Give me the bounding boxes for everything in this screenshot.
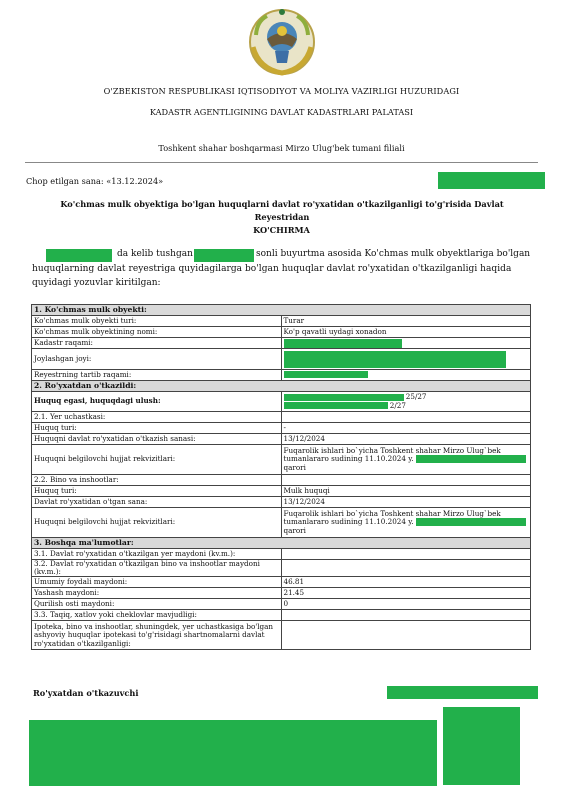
row-label: 2.2. Bino va inshootlar: — [32, 475, 282, 486]
share-1: 25/27 — [405, 392, 427, 402]
document-type: KO'CHIRMA — [253, 225, 310, 235]
redacted-registrar-name — [387, 686, 538, 699]
intro-text-3: huquqlarning davlat reyestriga quyidagilarga bo'lgan huquqlar davlat ro'yxatidan o'tkazilganligi haqida — [32, 264, 512, 274]
redacted-stamp-area — [29, 720, 437, 786]
row-value — [281, 508, 531, 538]
section-other: 3. Boshqa ma'lumotlar: — [32, 538, 531, 549]
agency-line-1: O'ZBEKISTON RESPUBLIKASI IQTISODIYOT VA MOLIYA VAZIRLIGI HUZURIDAGI — [103, 86, 460, 96]
redacted-qr-code — [443, 707, 520, 785]
row-value: 13/12/2024 — [281, 497, 531, 508]
divider — [25, 162, 538, 163]
redacted-reg-no — [284, 371, 368, 378]
row-label: Joylashgan joyi: — [32, 349, 282, 370]
row-value: 21.45 — [281, 588, 531, 599]
emblem-icon — [247, 7, 317, 77]
row-label: 3.2. Davlat ro'yxatidan o'tkazilgan bino va inshootlar maydoni (kv.m.): — [32, 560, 282, 577]
row-value — [281, 349, 531, 370]
document-title: Ko'chmas mulk obyektiga bo'lgan huquqlarni davlat ro'yxatidan o'tkazilganligi to'g'risida Davlat Reyestridan — [60, 199, 504, 222]
redacted-order-no — [194, 249, 254, 262]
agency-line-2: KADASTR AGENTLIGINING DAVLAT KADASTRLARI PALATASI — [149, 107, 414, 117]
row-value — [281, 338, 531, 349]
mortgage-line-2: ashyoviy huquqlar ipotekasi to'g'risidagi shartnomalarni davlat — [34, 630, 265, 640]
intro-text-4: quyidagi yozuvlar kiritilgan: — [32, 278, 161, 288]
row-value: Ko'p qavatli uydagi xonadon — [281, 327, 531, 338]
row-value — [281, 445, 531, 475]
redacted-date — [46, 249, 112, 262]
redacted-address — [284, 351, 506, 368]
section-registered: 2. Ro'yxatdan o'tkazildi: — [32, 381, 531, 392]
mortgage-line-3: ro'yxatidan o'tkazilganligi: — [34, 638, 131, 648]
row-label: Huquq turi: — [32, 486, 282, 497]
row-value: - — [281, 423, 531, 434]
row-value — [281, 370, 531, 381]
row-value: Turar — [281, 316, 531, 327]
section-object: 1. Ko'chmas mulk obyekti: — [32, 305, 531, 316]
row-label: Qurilish osti maydoni: — [32, 599, 282, 610]
doc-line-1: Fuqarolik ishlari bo`yicha Toshkent shahar Mirzo Ulug`bek — [283, 446, 501, 456]
redacted-field — [438, 172, 545, 189]
intro-text-2: sonli buyurtma asosida Ko'chmas mulk obyektlariga bo'lgan — [256, 249, 531, 259]
owner-shares — [281, 392, 531, 412]
row-label: Huquqni belgilovchi hujjat rekvizitlari: — [32, 508, 282, 538]
print-date: Chop etilgan sana: «13.12.2024» — [26, 176, 164, 186]
doc-line-2: tumanlararo sudining 11.10.2024 y. — [283, 454, 414, 464]
intro-text-1: da kelib tushgan — [117, 249, 193, 259]
doc-line-3: qarori — [283, 462, 306, 472]
redacted-owner-1 — [284, 394, 404, 401]
share-2: 2/27 — [389, 400, 406, 410]
row-value: 46.81 — [281, 577, 531, 588]
row-label: Ko'chmas mulk obyekti turi: — [32, 316, 282, 327]
row-label: 2.1. Yer uchastkasi: — [32, 412, 282, 423]
redacted-cadastre — [284, 339, 402, 348]
row-label: Kadastr raqami: — [32, 338, 282, 349]
redacted-owner-2 — [284, 402, 388, 409]
doc-line-3: qarori — [283, 525, 306, 535]
row-label: Umumiy foydali maydoni: — [32, 577, 282, 588]
branch-name: Toshkent shahar boshqarmasi Mirzo Ulug'bek tumani filiali — [158, 143, 405, 153]
doc-line-2: tumanlararo sudining 11.10.2024 y. — [283, 517, 414, 527]
row-label: Huquq egasi, huquqdagi ulush: — [32, 392, 282, 412]
row-label: Davlat ro'yxatidan o'tgan sana: — [32, 497, 282, 508]
row-label: Huquqni davlat ro'yxatidan o'tkazish sanasi: — [32, 434, 282, 445]
row-label: Reyestrning tartib raqami: — [32, 370, 282, 381]
redacted-case-no — [416, 455, 526, 463]
mortgage-line-1: Ipoteka, bino va inshootlar, shuningdek, yer uchastkasiga bo'lgan — [34, 622, 274, 632]
row-value: 0 — [281, 599, 531, 610]
registrar-label: Ro'yxatdan o'tkazuvchi — [33, 688, 139, 698]
row-label: 3.3. Taqiq, xatlov yoki cheklovlar mavjudligi: — [32, 610, 282, 621]
row-value: 13/12/2024 — [281, 434, 531, 445]
row-label — [32, 621, 282, 650]
redacted-case-no — [416, 518, 526, 526]
doc-line-1: Fuqarolik ishlari bo`yicha Toshkent shahar Mirzo Ulug`bek — [283, 509, 501, 519]
row-label: Huquqni belgilovchi hujjat rekvizitlari: — [32, 445, 282, 475]
row-label: Yashash maydoni: — [32, 588, 282, 599]
row-label: 3.1. Davlat ro'yxatidan o'tkazilgan yer maydoni (kv.m.): — [32, 549, 282, 560]
row-label: Huquq turi: — [32, 423, 282, 434]
row-value: Mulk huquqi — [281, 486, 531, 497]
register-table — [31, 304, 531, 650]
row-label: Ko'chmas mulk obyektining nomi: — [32, 327, 282, 338]
